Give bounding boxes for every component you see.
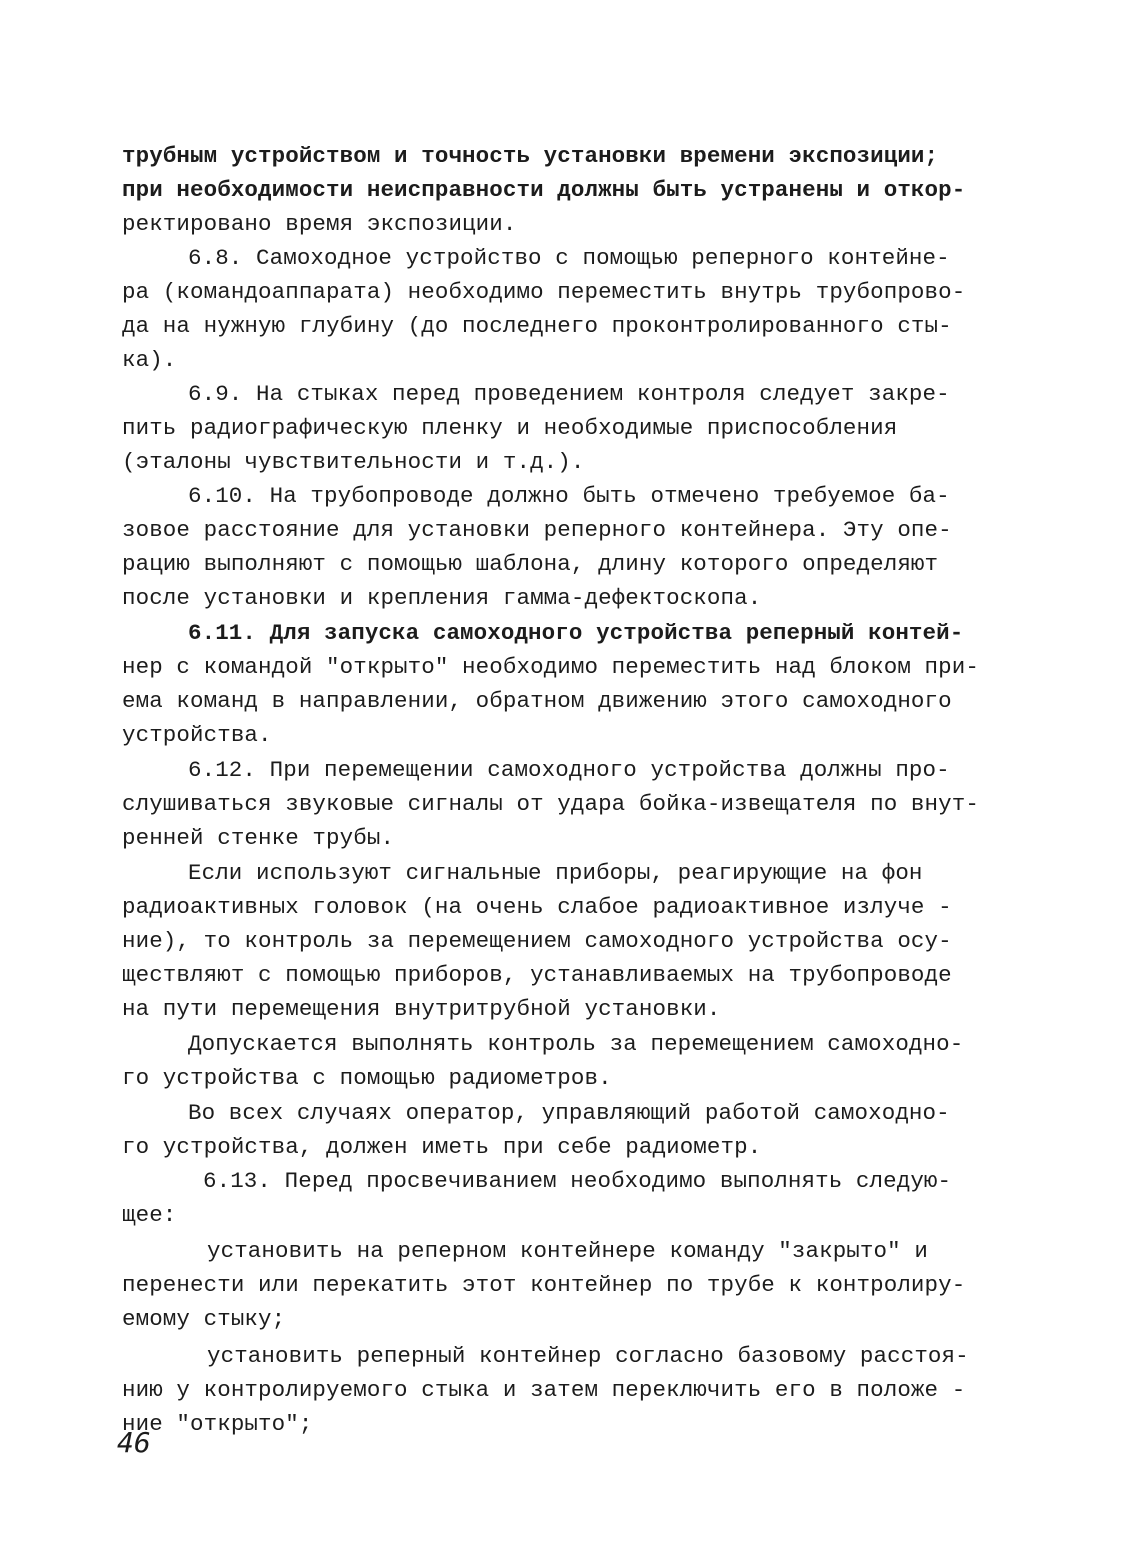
- text-line: щее:: [122, 1202, 177, 1228]
- text-line: емому стыку;: [122, 1306, 286, 1332]
- text-line: 6.10. На трубопроводе должно быть отмечено требуемое ба-: [188, 483, 950, 509]
- text-line: 6.11. Для запуска самоходного устройства реперный контей-: [188, 620, 964, 646]
- text-line: установить реперный контейнер согласно базовому расстоя-: [207, 1343, 969, 1369]
- text-line: ние), то контроль за перемещением самоходного устройства осу-: [122, 928, 952, 954]
- text-line: установить на реперном контейнере команду "закрыто" и: [207, 1238, 928, 1264]
- text-line: нер с командой "открыто" необходимо переместить над блоком при-: [122, 654, 979, 680]
- text-line: ректировано время экспозиции.: [122, 211, 517, 237]
- text-line: (эталоны чувствительности и т.д.).: [122, 449, 585, 475]
- text-line: зовое расстояние для установки реперного контейнера. Эту опе-: [122, 517, 952, 543]
- text-line: ра (командоаппарата) необходимо переместить внутрь трубопрово-: [122, 279, 966, 305]
- text-line: ка).: [122, 347, 177, 373]
- text-line: трубным устройством и точность установки времени экспозиции;: [122, 143, 939, 169]
- text-line: ренней стенке трубы.: [122, 825, 395, 851]
- text-line: после установки и крепления гамма-дефектоскопа.: [122, 585, 762, 611]
- text-line: 6.12. При перемещении самоходного устройства должны про-: [188, 757, 950, 783]
- text-line: нию у контролируемого стыка и затем переключить его в положе -: [122, 1377, 966, 1403]
- page-number: 46: [117, 1426, 151, 1459]
- text-line: рацию выполняют с помощью шаблона, длину которого определяют: [122, 551, 939, 577]
- text-line: ема команд в направлении, обратном движению этого самоходного: [122, 688, 952, 714]
- text-line: 6.8. Самоходное устройство с помощью реперного контейне-: [188, 245, 950, 271]
- text-line: Во всех случаях оператор, управляющий работой самоходно-: [188, 1100, 950, 1126]
- text-line: ние "открыто";: [122, 1411, 313, 1437]
- text-line: 6.13. Перед просвечиванием необходимо выполнять следую-: [203, 1168, 952, 1194]
- text-line: слушиваться звуковые сигналы от удара бойка-извещателя по внут-: [122, 791, 979, 817]
- text-line: го устройства с помощью радиометров.: [122, 1065, 612, 1091]
- text-line: устройства.: [122, 722, 272, 748]
- text-line: при необходимости неисправности должны быть устранены и откор-: [122, 177, 966, 203]
- text-line: ществляют с помощью приборов, устанавливаемых на трубопроводе: [122, 962, 952, 988]
- text-line: пить радиографическую пленку и необходимые приспособления: [122, 415, 898, 441]
- text-line: радиоактивных головок (на очень слабое радиоактивное излуче -: [122, 894, 952, 920]
- text-line: 6.9. На стыках перед проведением контроля следует закре-: [188, 381, 950, 407]
- text-line: Допускается выполнять контроль за перемещением самоходно-: [188, 1031, 964, 1057]
- text-line: на пути перемещения внутритрубной установки.: [122, 996, 721, 1022]
- text-line: да на нужную глубину (до последнего проконтролированного сты-: [122, 313, 952, 339]
- text-line: го устройства, должен иметь при себе радиометр.: [122, 1134, 762, 1160]
- text-line: перенести или перекатить этот контейнер по трубе к контролиру-: [122, 1272, 966, 1298]
- text-line: Если используют сигнальные приборы, реагирующие на фон: [188, 860, 923, 886]
